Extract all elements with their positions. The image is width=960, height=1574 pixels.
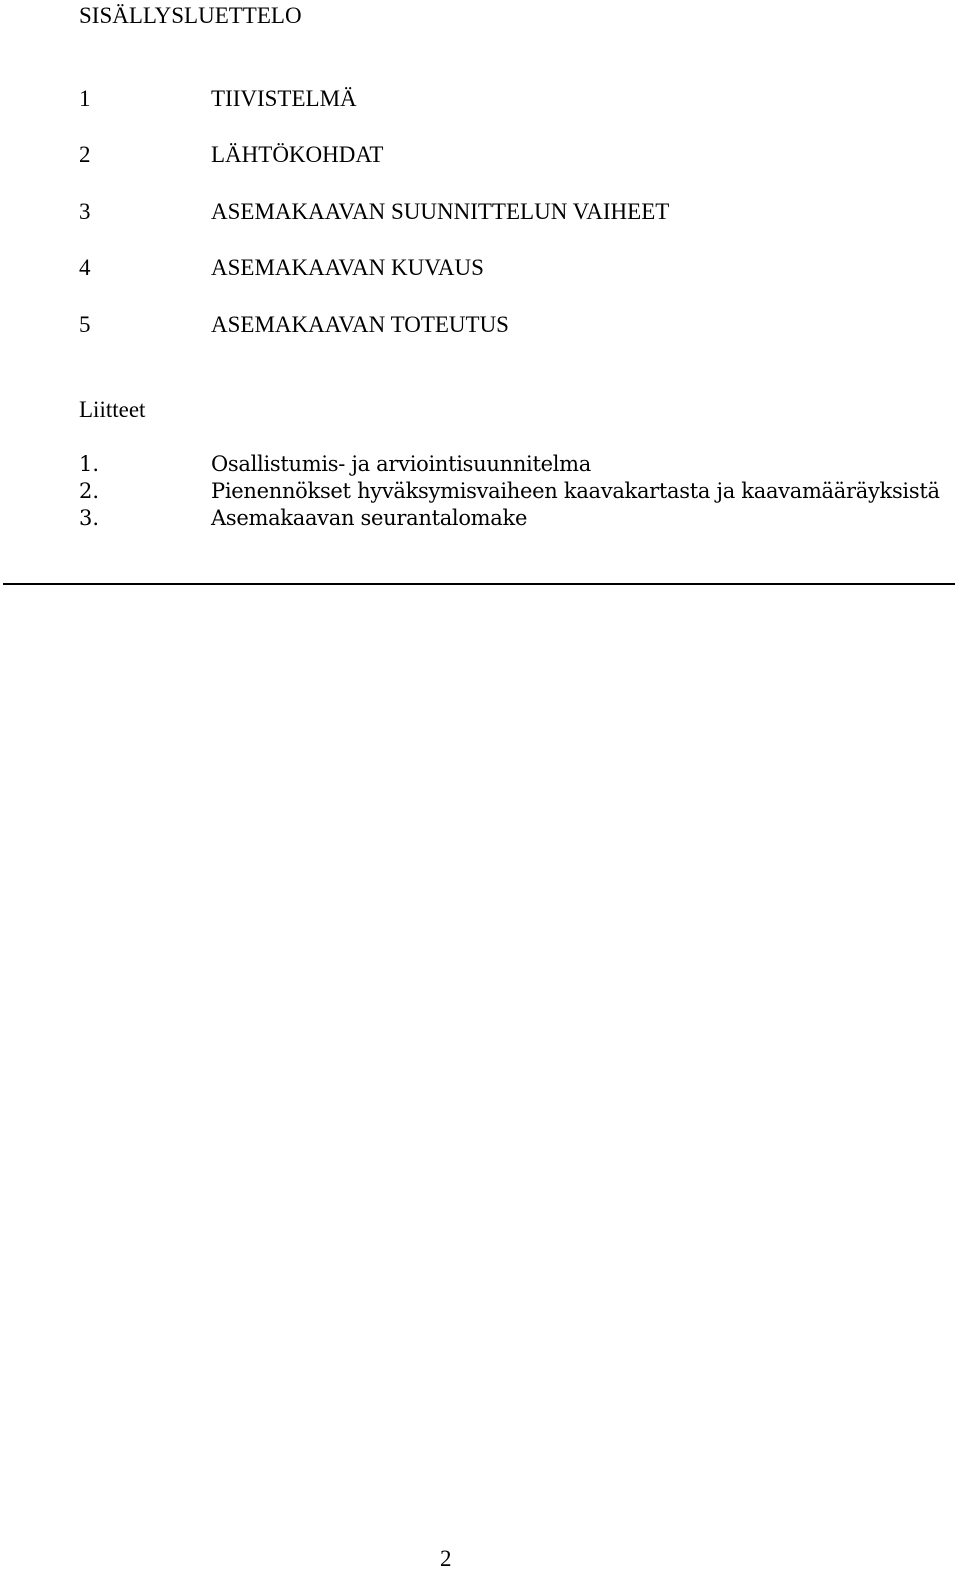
- toc-item-number: 3: [79, 199, 91, 224]
- toc-item-number: 1: [79, 86, 91, 111]
- toc-item-number: 4: [79, 255, 91, 280]
- attachments-heading: Liitteet: [79, 397, 146, 422]
- toc-item-text: ASEMAKAAVAN TOTEUTUS: [211, 312, 509, 337]
- toc-item-number: 2: [79, 142, 91, 167]
- attachment-text: Osallistumis- ja arviointisuunnitelma: [211, 452, 591, 476]
- page-title: SISÄLLYSLUETTELO: [79, 3, 302, 28]
- toc-item-text: ASEMAKAAVAN SUUNNITTELUN VAIHEET: [211, 199, 670, 224]
- toc-item-text: ASEMAKAAVAN KUVAUS: [211, 255, 484, 280]
- horizontal-rule: [3, 583, 955, 585]
- toc-item-number: 5: [79, 312, 91, 337]
- toc-item-text: TIIVISTELMÄ: [211, 86, 357, 111]
- attachment-number: 2.: [79, 479, 100, 503]
- page-number: 2: [440, 1546, 452, 1571]
- attachment-text: Asemakaavan seurantalomake: [211, 506, 528, 530]
- toc-item-text: LÄHTÖKOHDAT: [211, 142, 384, 167]
- attachment-number: 1.: [79, 452, 100, 476]
- attachment-text: Pienennökset hyväksymisvaiheen kaavakartasta ja kaavamääräyksistä: [211, 479, 940, 503]
- attachment-number: 3.: [79, 506, 100, 530]
